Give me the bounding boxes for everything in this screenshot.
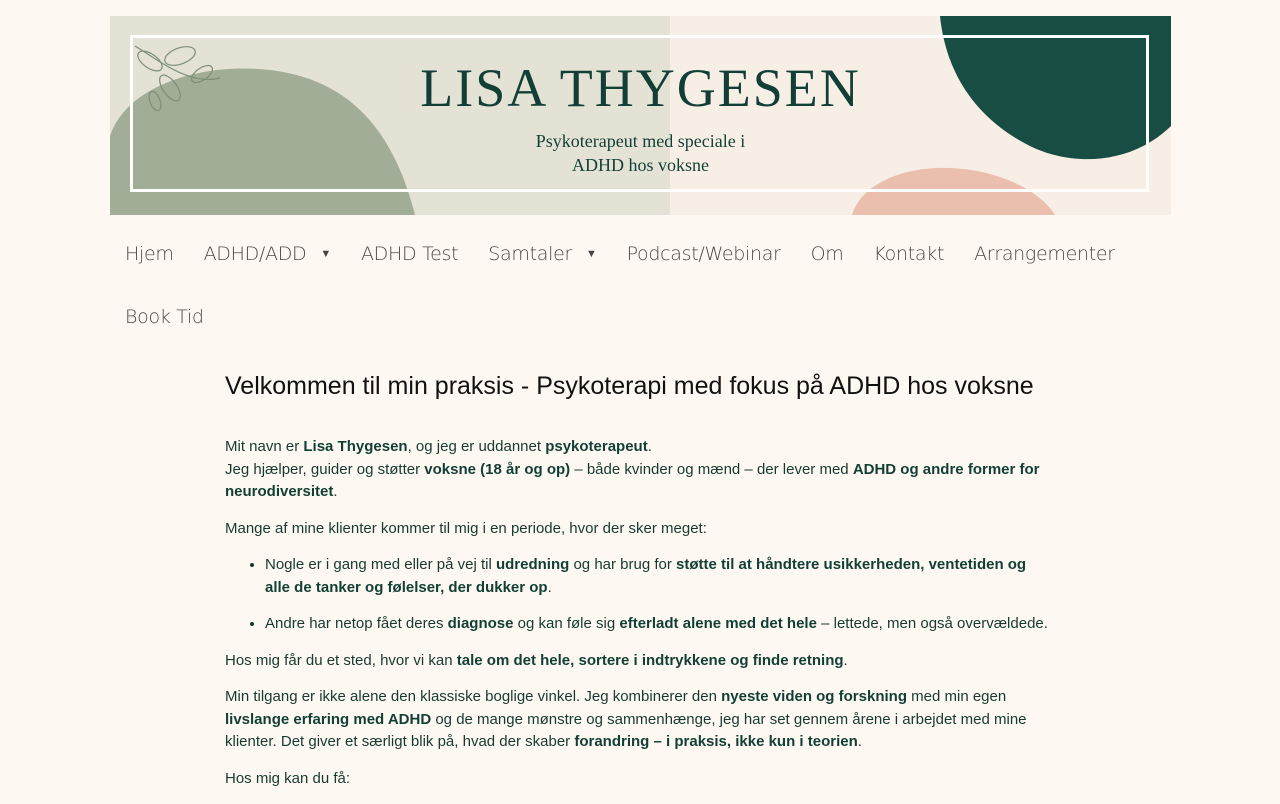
approach-paragraph: [225, 686, 1055, 754]
text: .: [843, 651, 848, 669]
text: Andre har netop fået deres: [265, 615, 448, 632]
text: – lettede, men også overvældede.: [816, 615, 1048, 632]
subtitle-line-2: ADHD hos voksne: [572, 155, 709, 175]
bold-text: diagnose: [447, 615, 514, 632]
page-title: Velkommen til min praksis - Psykoterapi med fokus på ADHD hos voksne: [225, 372, 1034, 400]
bold-text: psykoterapeut: [545, 438, 648, 455]
subtitle-line-1: Psykoterapeut med speciale i: [535, 131, 746, 151]
nav-item-kontakt[interactable]: [858, 243, 959, 265]
clients-list: [225, 554, 1055, 636]
bold-text: nyeste viden og forskning: [721, 688, 907, 705]
bold-text: forandring – i praksis, ikke kun i teorien: [574, 733, 858, 750]
text: , og jeg er uddannet: [407, 438, 546, 455]
text: Mit navn er: [225, 438, 304, 455]
nav-item-adhd-test[interactable]: [346, 243, 473, 265]
list-item: [265, 613, 1055, 636]
clients-paragraph: Mange af mine klienter kommer til mig i en periode, hvor der sker meget:: [225, 519, 707, 537]
place-paragraph: [225, 650, 1055, 673]
nav-item-om[interactable]: [796, 243, 859, 265]
nav-label: Samtaler: [488, 242, 572, 265]
text: – både kvinder og mænd – der lever med: [570, 460, 853, 478]
text: .: [547, 578, 552, 596]
nav-label: Hjem: [125, 242, 174, 265]
nav-item-adhd-add[interactable]: [189, 243, 346, 265]
text: og de mange mønstre og sammenhænge, jeg har set gennem årene i arbejdet med mine klienter. Det giver et særligt blik på, hvad der skaber: [225, 710, 1027, 750]
main-navigation: [110, 222, 1171, 348]
bold-text: voksne (18 år og op): [424, 460, 571, 478]
header-banner: [110, 16, 1171, 215]
offer-paragraph: Hos mig kan du få:: [225, 769, 351, 787]
site-subtitle: [110, 129, 1171, 177]
text: og har brug for: [569, 556, 677, 573]
bold-text: livslange erfaring med ADHD: [225, 710, 432, 728]
text: .: [857, 733, 862, 750]
nav-item-podcast-webinar[interactable]: [612, 243, 796, 265]
list-item: [265, 554, 1055, 599]
text: Min tilgang er ikke alene den klassiske boglige vinkel. Jeg kombinerer den: [225, 688, 722, 705]
nav-item-samtaler[interactable]: [473, 243, 611, 265]
intro-paragraph: [225, 436, 1055, 504]
bold-text: tale om det hele, sortere i indtrykkene og finde retning: [456, 651, 844, 669]
text: med min egen: [906, 688, 1007, 705]
nav-item-hjem[interactable]: [110, 243, 189, 265]
site-title: LISA THYGESEN: [420, 58, 861, 118]
text: .: [333, 483, 338, 500]
nav-label: ADHD/ADD: [203, 242, 307, 265]
nav-item-arrangementer[interactable]: [959, 243, 1130, 265]
bold-text: ADHD og andre former for neurodiversitet: [225, 460, 1040, 500]
nav-label: Book Tid: [125, 305, 204, 328]
text: og kan føle sig: [513, 615, 620, 632]
bold-text: udredning: [495, 556, 570, 573]
main-content: [225, 362, 1055, 804]
text: .: [647, 438, 652, 455]
nav-row-2: [110, 285, 1171, 348]
nav-label: Arrangementer: [974, 242, 1115, 265]
nav-row-1: [110, 222, 1171, 285]
nav-item-book-tid[interactable]: [110, 306, 219, 328]
nav-label: ADHD Test: [360, 242, 459, 265]
bold-text: Lisa Thygesen: [303, 438, 408, 455]
nav-label: Kontakt: [873, 242, 945, 265]
text: Hos mig får du et sted, hvor vi kan: [225, 651, 457, 669]
chevron-down-icon[interactable]: ▼: [585, 247, 597, 260]
text: Jeg hjælper, guider og støtter: [225, 460, 425, 478]
text: Nogle er i gang med eller på vej til: [265, 556, 496, 573]
chevron-down-icon[interactable]: ▼: [320, 247, 331, 260]
bold-text: efterladt alene med det hele: [619, 615, 817, 632]
nav-label: Podcast/Webinar: [626, 242, 781, 265]
nav-label: Om: [810, 242, 844, 265]
bold-text: støtte til at håndtere usikkerheden, ventetiden og alle de tanker og følelser, der dukker op: [265, 556, 1027, 596]
